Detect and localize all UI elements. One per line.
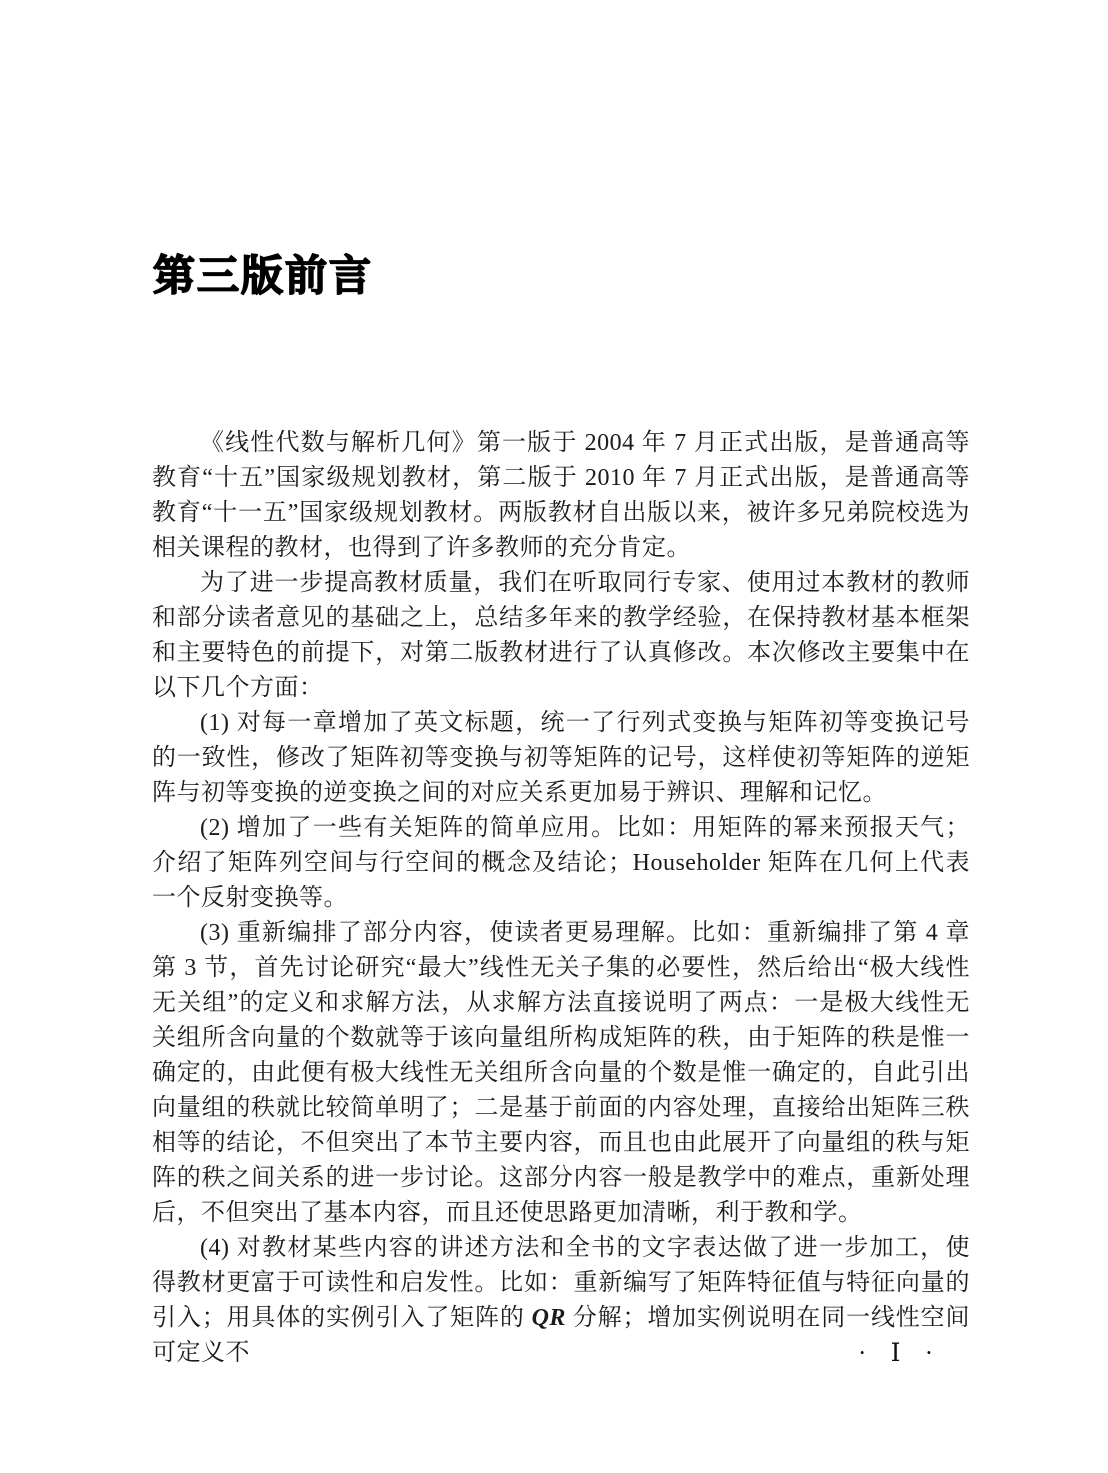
math-variable: QR	[531, 1305, 566, 1331]
text-run: (1) 对每一章增加了英文标题，统一了行列式变换与矩阵初等变换记号的一致性，修改了矩阵初等变换与初等矩阵的记号，这样使初等矩阵的逆矩阵与初等变换的逆变换之间的对应关系更加易于辨识、理解和记忆。	[152, 710, 970, 806]
text-run: (4) 对教材某些内容的讲述方法和全书的文字表达做了进一步加工，使得教材更富于可读性和启发性。比如：重新编写了矩阵特征值与特征向量的引入；用具体的实例引入了矩阵的	[152, 1235, 970, 1331]
text-run: (3) 重新编排了部分内容，使读者更易理解。比如：重新编排了第 4 章第 3 节，首先讨论研究“最大”线性无关子集的必要性，然后给出“极大线性无关组”的定义和求解方法，从求解方法直接说明了两点：一是极大线性无关组所含向量的个数就等于该向量组所构成矩阵的秩，由于矩阵的秩是惟一确定的，由此便有极大线性无关组所含向量的个数是惟一确定的，自此引出向量组的秩就比较简单明了；二是基于前面的内容处理，直接给出矩阵三秩相等的结论，不但突出了本节主要内容，而且也由此展开了向量组的秩与矩阵的秩之间关系的进一步讨论。这部分内容一般是教学中的难点，重新处理后，不但突出了基本内容，而且还使思路更加清晰，利于教和学。	[152, 920, 970, 1226]
preface-body	[152, 426, 970, 1371]
text-run: 为了进一步提高教材质量，我们在听取同行专家、使用过本教材的教师和部分读者意见的基础之上，总结多年来的教学经验，在保持教材基本框架和主要特色的前提下，对第二版教材进行了认真修改。本次修改主要集中在以下几个方面：	[152, 570, 970, 701]
paragraph	[152, 426, 970, 566]
page-number: · Ⅰ ·	[858, 1340, 943, 1367]
paragraph	[152, 916, 970, 1231]
paragraph	[152, 566, 970, 706]
paragraph	[152, 811, 970, 916]
text-run: 《线性代数与解析几何》第一版于 2004 年 7 月正式出版，是普通高等教育“十五”国家级规划教材，第二版于 2010 年 7 月正式出版，是普通高等教育“十一五”国家级规划教材。两版教材自出版以来，被许多兄弟院校选为相关课程的教材，也得到了许多教师的充分肯定。	[152, 430, 970, 561]
page-title: 第三版前言	[153, 252, 374, 299]
text-run: (2) 增加了一些有关矩阵的简单应用。比如：用矩阵的幂来预报天气；介绍了矩阵列空间与行空间的概念及结论；Householder 矩阵在几何上代表一个反射变换等。	[152, 815, 970, 911]
paragraph	[152, 1231, 970, 1371]
text-run: 分解；增加实例说明在同一线性空间可定义不	[152, 1305, 970, 1366]
paragraph	[152, 706, 970, 811]
